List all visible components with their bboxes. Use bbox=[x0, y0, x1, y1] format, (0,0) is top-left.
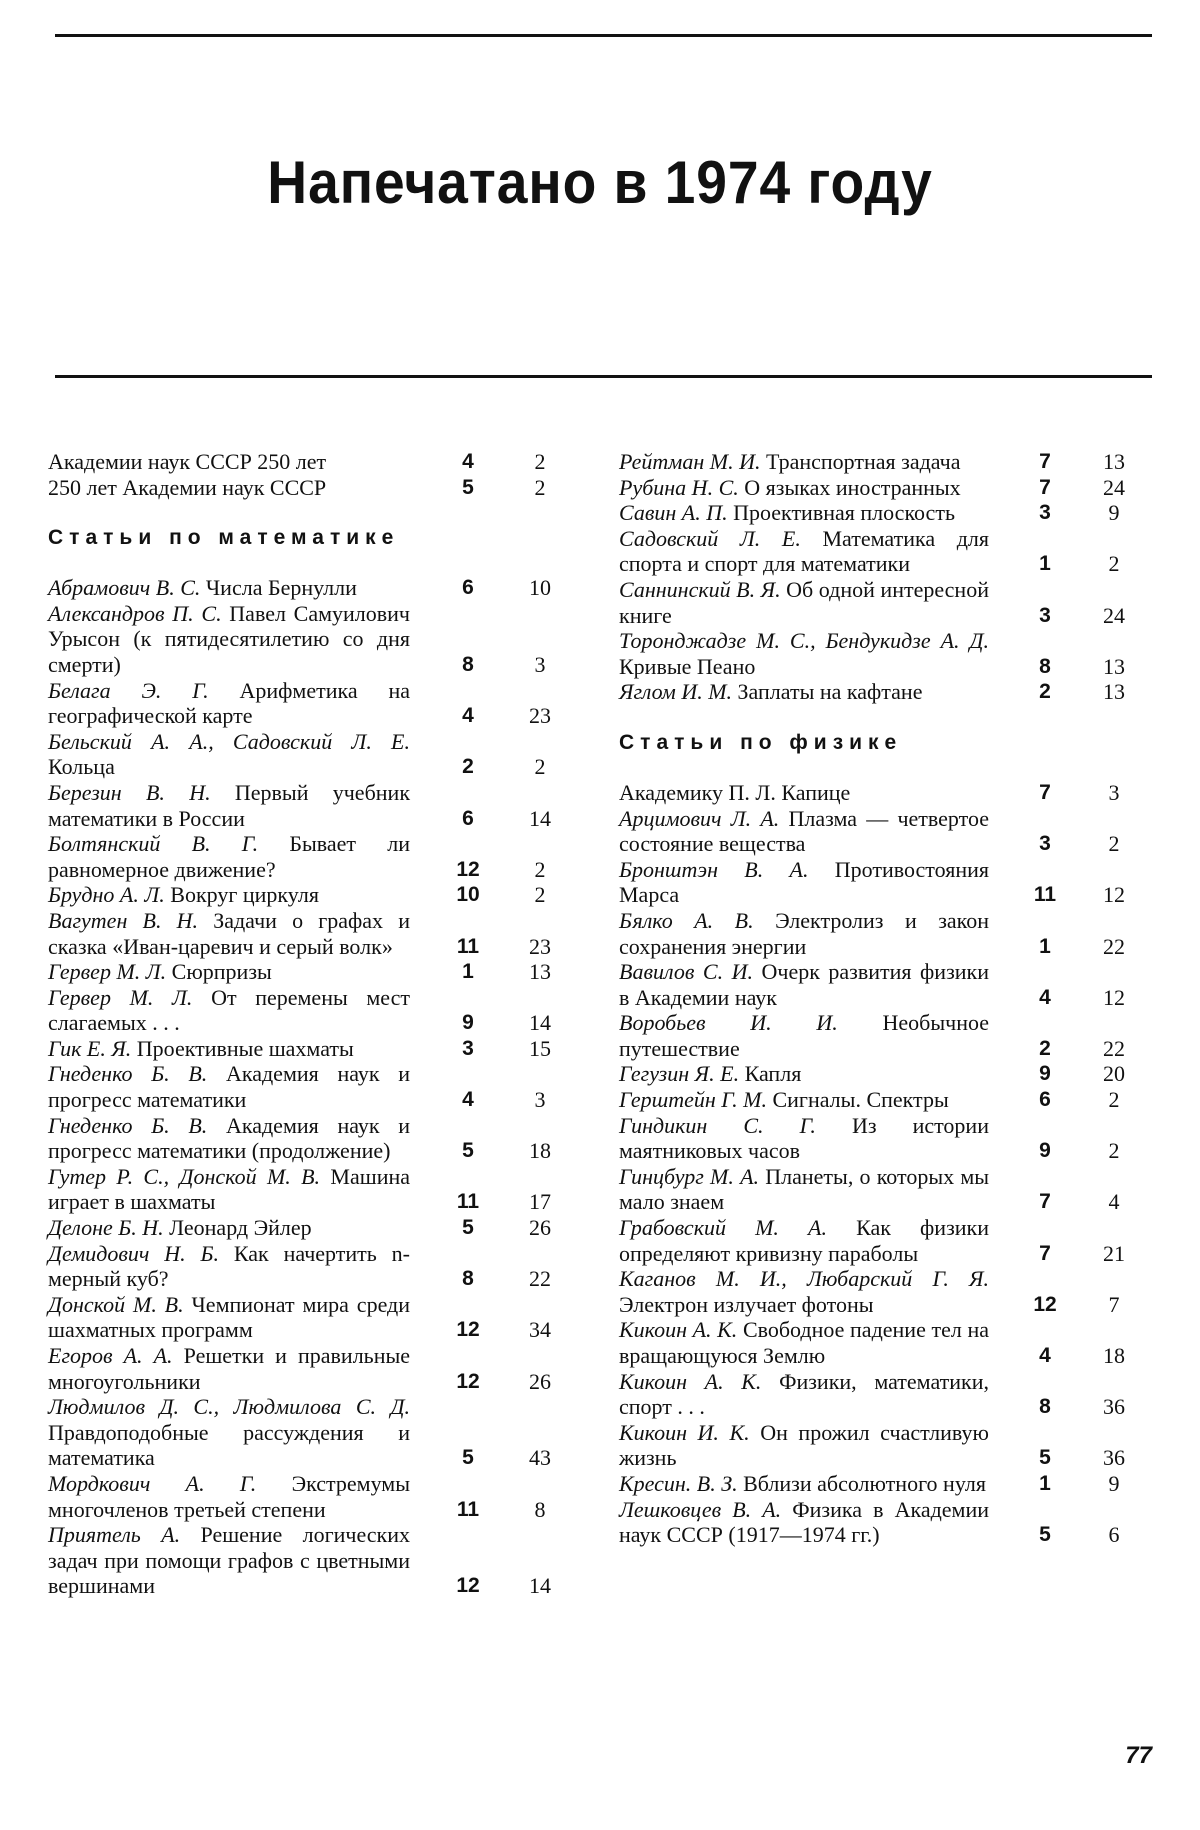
page-number: 77 bbox=[1125, 1742, 1152, 1769]
entry-page-number: 18 bbox=[529, 1138, 551, 1164]
entry-page-number: 13 bbox=[529, 959, 551, 985]
entry-text bbox=[48, 678, 410, 729]
index-entry bbox=[619, 1420, 1139, 1471]
entry-text bbox=[48, 575, 410, 601]
entry-page-number: 17 bbox=[529, 1189, 551, 1215]
entry-issue-number: 7 bbox=[1039, 1190, 1051, 1214]
entry-title: Решение логических задач при помощи графов с цветными вершинами bbox=[48, 1522, 410, 1599]
entry-title: Из истории маятниковых часов bbox=[619, 1112, 989, 1164]
entry-text bbox=[48, 1061, 410, 1112]
entry-page-number: 4 bbox=[1108, 1189, 1120, 1215]
entry-page-number: 2 bbox=[1108, 551, 1120, 577]
entry-author: Кресин. В. З. bbox=[619, 1470, 738, 1496]
entry-page-number: 6 bbox=[1108, 1522, 1120, 1548]
physics-heading: Статьи по физике bbox=[619, 730, 903, 754]
entry-text bbox=[619, 1497, 989, 1548]
math-list-left bbox=[48, 575, 560, 1599]
entry-page-number: 24 bbox=[1103, 474, 1125, 500]
entry-author: Гик Е. Я. bbox=[48, 1035, 132, 1061]
entry-title: Академику П. Л. Капице bbox=[619, 779, 851, 805]
index-entry bbox=[48, 831, 560, 882]
entry-text bbox=[48, 449, 410, 475]
index-entry bbox=[619, 475, 1139, 501]
index-entry bbox=[619, 806, 1139, 857]
entry-page-number: 23 bbox=[529, 933, 551, 959]
intro-list bbox=[48, 449, 560, 500]
entry-page-number: 2 bbox=[1108, 1138, 1120, 1164]
entry-title: Леонард Эйлер bbox=[169, 1215, 312, 1241]
entry-title: Числа Бернулли bbox=[205, 575, 357, 601]
entry-author: Гервер М. Л. bbox=[48, 959, 167, 985]
entry-issue-number: 4 bbox=[1039, 985, 1051, 1009]
entry-issue-number: 5 bbox=[462, 1139, 474, 1163]
entry-text bbox=[619, 959, 989, 1010]
index-entry bbox=[619, 1087, 1139, 1113]
entry-page-number: 14 bbox=[529, 1573, 551, 1599]
entry-author: Донской М. В. bbox=[48, 1291, 184, 1317]
index-entry bbox=[48, 959, 560, 985]
index-entry bbox=[619, 1369, 1139, 1420]
entry-issue-number: 11 bbox=[456, 1190, 480, 1214]
entry-text bbox=[48, 1241, 410, 1292]
entry-title: Проективная плоскость bbox=[733, 500, 955, 526]
entry-issue-number: 10 bbox=[456, 883, 480, 907]
entry-page-number: 18 bbox=[1103, 1343, 1125, 1368]
entry-title: Как физики определяют кривизну параболы bbox=[619, 1215, 989, 1266]
entry-title: Сюрпризы bbox=[171, 959, 272, 985]
entry-title: Математика для спорта и спорт для математики bbox=[619, 525, 990, 577]
index-entry bbox=[48, 1036, 560, 1062]
entry-title: Вблизи абсолютного нуля bbox=[743, 1470, 986, 1496]
entry-page-number: 36 bbox=[1103, 1394, 1125, 1420]
entry-issue-number: 8 bbox=[462, 652, 474, 676]
entry-page-number: 2 bbox=[1108, 831, 1120, 857]
entry-issue-number: 4 bbox=[462, 450, 474, 473]
entry-text bbox=[619, 449, 989, 475]
entry-issue-number: 12 bbox=[456, 857, 480, 881]
index-entry bbox=[48, 908, 560, 959]
entry-page-number: 3 bbox=[534, 651, 546, 677]
entry-title: Свободное падение тел на вращающуюся Землю bbox=[619, 1317, 990, 1368]
entry-issue-number: 11 bbox=[456, 1497, 480, 1521]
entry-author: Рубина Н. С. bbox=[619, 474, 739, 500]
entry-issue-number: 7 bbox=[1039, 475, 1051, 499]
entry-text bbox=[619, 500, 989, 526]
entry-issue-number: 5 bbox=[462, 1216, 474, 1240]
index-entry bbox=[48, 1061, 560, 1112]
entry-text bbox=[48, 831, 410, 882]
entry-text bbox=[48, 1522, 410, 1599]
entry-text bbox=[619, 679, 989, 705]
index-entry bbox=[619, 500, 1139, 526]
entry-page-number: 14 bbox=[529, 805, 551, 831]
entry-author: Гинцбург М. А. bbox=[619, 1163, 760, 1189]
entry-issue-number: 9 bbox=[1039, 1062, 1051, 1086]
entry-text bbox=[48, 475, 410, 501]
entry-text bbox=[619, 1266, 989, 1317]
entry-text bbox=[48, 601, 410, 678]
entry-issue-number: 1 bbox=[462, 960, 474, 984]
entry-issue-number: 2 bbox=[462, 755, 474, 779]
index-entry bbox=[619, 449, 1139, 475]
index-entry bbox=[48, 1292, 560, 1343]
entry-author: Бялко А. В. bbox=[619, 907, 754, 933]
entry-page-number: 12 bbox=[1103, 984, 1125, 1010]
entry-author: Белага Э. Г. bbox=[48, 677, 209, 703]
entry-text bbox=[619, 1369, 989, 1420]
entry-author: Кикоин А. К. bbox=[619, 1368, 762, 1394]
page-title: Напечатано в 1974 году bbox=[267, 149, 933, 216]
top-rule bbox=[55, 34, 1152, 37]
entry-page-number: 2 bbox=[534, 754, 546, 780]
entry-issue-number: 7 bbox=[1039, 450, 1051, 473]
entry-author: Мордкович А. Г. bbox=[48, 1470, 257, 1496]
entry-text bbox=[619, 908, 989, 959]
entry-title: Бывает ли равномерное движение? bbox=[48, 831, 410, 882]
math-heading: Статьи по математике bbox=[48, 526, 400, 550]
entry-page-number: 8 bbox=[534, 1496, 546, 1522]
entry-text bbox=[619, 577, 989, 628]
index-entry bbox=[48, 601, 560, 678]
index-entry bbox=[48, 729, 560, 780]
entry-text bbox=[619, 1471, 989, 1497]
entry-title: Арифметика на географической карте bbox=[48, 677, 410, 729]
entry-author: Гнеденко Б. В. bbox=[48, 1061, 208, 1087]
entry-text bbox=[48, 1343, 410, 1394]
entry-issue-number: 4 bbox=[462, 704, 474, 728]
index-entry bbox=[619, 1471, 1139, 1497]
entry-title: Об одной интересной книге bbox=[619, 576, 989, 628]
entry-issue-number: 6 bbox=[462, 576, 474, 600]
entry-author: Абрамович В. С. bbox=[48, 575, 201, 601]
entry-author: Бельский А. А., Садовский Л. Е. bbox=[48, 728, 410, 754]
index-entry bbox=[619, 577, 1139, 628]
index-entry bbox=[48, 1471, 560, 1522]
entry-title: Плазма — четвертое состояние вещества bbox=[619, 805, 989, 857]
entry-text bbox=[48, 729, 410, 780]
entry-author: Гиндикин С. Г. bbox=[619, 1112, 816, 1138]
entry-author: Арцимович Л. А. bbox=[619, 805, 780, 831]
entry-author: Воробьев И. И. bbox=[619, 1010, 838, 1036]
entry-title: Академия наук и прогресс математики (продолжение) bbox=[48, 1112, 411, 1164]
entry-page-number: 3 bbox=[534, 1087, 546, 1113]
entry-title: Очерк развития физики в Академии наук bbox=[619, 959, 990, 1010]
entry-title: Чемпионат мира среди шахматных программ bbox=[48, 1291, 411, 1343]
entry-issue-number: 9 bbox=[462, 1011, 474, 1035]
index-entry bbox=[619, 1317, 1139, 1368]
entry-page-number: 14 bbox=[529, 1010, 551, 1036]
entry-issue-number: 5 bbox=[1039, 1446, 1051, 1470]
entry-author: Каганов М. И., Любарский Г. Я. bbox=[619, 1266, 989, 1292]
entry-title: Электрон излучает фотоны bbox=[619, 1291, 874, 1317]
entry-issue-number: 6 bbox=[462, 806, 474, 830]
entry-author: Кикоин И. К. bbox=[619, 1419, 750, 1445]
entry-text bbox=[48, 985, 410, 1036]
entry-issue-number: 11 bbox=[1033, 883, 1057, 907]
entry-author: Савин А. П. bbox=[619, 500, 728, 526]
entry-issue-number: 8 bbox=[1039, 654, 1051, 678]
index-entry bbox=[619, 1215, 1139, 1266]
entry-author: Брудно А. Л. bbox=[48, 882, 165, 908]
math-list-right bbox=[619, 449, 1139, 705]
entry-title: Капля bbox=[744, 1061, 802, 1087]
entry-text bbox=[48, 908, 410, 959]
index-entry bbox=[48, 1215, 560, 1241]
entry-text bbox=[619, 1087, 989, 1113]
entry-page-number: 26 bbox=[529, 1368, 551, 1394]
entry-text bbox=[619, 1113, 989, 1164]
entry-text bbox=[619, 1010, 989, 1061]
entry-author: Грабовский М. А. bbox=[619, 1215, 827, 1241]
entry-issue-number: 3 bbox=[1039, 603, 1051, 627]
entry-author: Александров П. С. bbox=[48, 600, 222, 626]
index-entry bbox=[48, 985, 560, 1036]
entry-title: Академии наук СССР 250 лет bbox=[48, 449, 327, 474]
entry-title: Кривые Пеано bbox=[619, 653, 756, 679]
entry-author: Кикоин А. К. bbox=[619, 1317, 738, 1343]
entry-title: Электролиз и закон сохранения энергии bbox=[619, 907, 990, 959]
entry-issue-number: 1 bbox=[1039, 552, 1051, 576]
index-entry bbox=[619, 1164, 1139, 1215]
entry-title: Задачи о графах и сказка «Иван-царевич и серый волк» bbox=[48, 907, 410, 959]
entry-text bbox=[48, 1113, 410, 1164]
entry-author: Вавилов С. И. bbox=[619, 959, 753, 985]
index-entry bbox=[619, 1061, 1139, 1087]
index-entry bbox=[48, 882, 560, 908]
entry-title: Он прожил счастливую жизнь bbox=[619, 1419, 989, 1471]
index-entry bbox=[619, 908, 1139, 959]
index-entry bbox=[48, 1241, 560, 1292]
entry-issue-number: 9 bbox=[1039, 1139, 1051, 1163]
physics-list bbox=[619, 780, 1139, 1548]
index-entry bbox=[48, 678, 560, 729]
entry-issue-number: 7 bbox=[1039, 780, 1051, 804]
entry-author: Торонджадзе М. С., Бендукидзе А. Д. bbox=[619, 628, 989, 654]
right-column bbox=[619, 449, 1139, 1548]
entry-issue-number: 6 bbox=[1039, 1088, 1051, 1112]
entry-text bbox=[48, 959, 410, 985]
entry-title: Заплаты на кафтане bbox=[737, 679, 923, 705]
entry-page-number: 21 bbox=[1103, 1240, 1125, 1266]
entry-text bbox=[619, 857, 989, 908]
entry-author: Рейтман М. И. bbox=[619, 449, 761, 474]
entry-page-number: 9 bbox=[1108, 1470, 1120, 1496]
entry-issue-number: 12 bbox=[1033, 1292, 1057, 1316]
entry-page-number: 13 bbox=[1103, 679, 1125, 705]
index-entry bbox=[48, 449, 560, 475]
entry-text bbox=[619, 475, 989, 501]
entry-title: Физика в Академии наук СССР (1917—1974 гг.) bbox=[619, 1496, 990, 1548]
entry-author: Садовский Л. Е. bbox=[619, 525, 801, 551]
entry-author: Егоров А. А. bbox=[48, 1343, 173, 1368]
index-entry bbox=[619, 1010, 1139, 1061]
entry-text bbox=[619, 1317, 989, 1368]
entry-author: Гервер М. Л. bbox=[48, 984, 193, 1010]
bottom-rule bbox=[55, 375, 1152, 378]
entry-issue-number: 1 bbox=[1039, 934, 1051, 958]
entry-author: Гутер Р. С., Донской М. В. bbox=[48, 1163, 321, 1189]
entry-page-number: 9 bbox=[1108, 500, 1120, 526]
entry-page-number: 13 bbox=[1103, 449, 1125, 474]
index-entry bbox=[48, 1522, 560, 1599]
index-entry bbox=[48, 475, 560, 501]
entry-author: Лешковцев В. А. bbox=[619, 1496, 782, 1522]
index-entry bbox=[619, 1266, 1139, 1317]
entry-author: Приятель А. bbox=[48, 1522, 181, 1548]
entry-text bbox=[48, 1036, 410, 1062]
index-entry bbox=[48, 1394, 560, 1471]
entry-page-number: 23 bbox=[529, 703, 551, 729]
entry-issue-number: 1 bbox=[1039, 1471, 1051, 1495]
entry-title: Академия наук и прогресс математики bbox=[48, 1061, 411, 1113]
entry-title: Транспортная задача bbox=[765, 449, 961, 474]
entry-issue-number: 4 bbox=[462, 1088, 474, 1112]
entry-title: Необычное путешествие bbox=[619, 1010, 989, 1061]
entry-issue-number: 3 bbox=[1039, 501, 1051, 525]
index-entry bbox=[619, 526, 1139, 577]
entry-text bbox=[619, 780, 989, 806]
entry-author: Делоне Б. Н. bbox=[48, 1215, 164, 1241]
entry-page-number: 3 bbox=[1108, 779, 1120, 805]
entry-issue-number: 5 bbox=[1039, 1523, 1051, 1547]
entry-issue-number: 8 bbox=[462, 1267, 474, 1291]
index-entry bbox=[48, 575, 560, 601]
entry-text bbox=[619, 1420, 989, 1471]
index-entry bbox=[48, 1164, 560, 1215]
entry-text bbox=[48, 1471, 410, 1522]
entry-author: Вагутен В. Н. bbox=[48, 907, 199, 933]
entry-text bbox=[619, 1061, 989, 1087]
entry-page-number: 22 bbox=[529, 1266, 551, 1292]
entry-title: 250 лет Академии наук СССР bbox=[48, 474, 327, 500]
entry-page-number: 34 bbox=[529, 1317, 551, 1343]
entry-text bbox=[48, 1292, 410, 1343]
entry-title: Планеты, о которых мы мало знаем bbox=[619, 1163, 990, 1215]
entry-title: Правдоподобные рассуждения и математика bbox=[48, 1419, 410, 1471]
entry-page-number: 10 bbox=[529, 575, 551, 601]
entry-page-number: 2 bbox=[534, 449, 546, 474]
index-entry bbox=[619, 1113, 1139, 1164]
entry-text bbox=[619, 806, 989, 857]
left-column bbox=[48, 449, 560, 1599]
index-entry bbox=[619, 959, 1139, 1010]
entry-page-number: 26 bbox=[529, 1215, 551, 1241]
entry-author: Герштейн Г. М. bbox=[619, 1087, 767, 1113]
entry-title: Решетки и правильные многоугольники bbox=[48, 1343, 411, 1394]
entry-title: О языках иностранных bbox=[744, 474, 961, 500]
entry-title: Павел Самуилович Урысон (к пятидесятилетию со дня смерти) bbox=[48, 600, 410, 677]
entry-page-number: 2 bbox=[534, 882, 546, 908]
entry-text bbox=[48, 780, 410, 831]
entry-text bbox=[48, 1394, 410, 1471]
entry-title: Противостояния Марса bbox=[619, 856, 989, 908]
entry-issue-number: 12 bbox=[456, 1318, 480, 1342]
index-entry bbox=[48, 1113, 560, 1164]
entry-page-number: 12 bbox=[1103, 882, 1125, 908]
entry-text bbox=[619, 628, 989, 679]
entry-issue-number: 5 bbox=[462, 475, 474, 499]
entry-title: Экстремумы многочленов третьей степени bbox=[48, 1470, 410, 1522]
entry-issue-number: 11 bbox=[456, 934, 480, 958]
index-entry bbox=[619, 780, 1139, 806]
entry-issue-number: 12 bbox=[456, 1369, 480, 1393]
entry-page-number: 22 bbox=[1103, 933, 1125, 959]
entry-title: Первый учебник математики в России bbox=[48, 779, 411, 831]
entry-title: Сигналы. Спектры bbox=[772, 1087, 949, 1113]
entry-author: Березин В. Н. bbox=[48, 779, 211, 805]
entry-title: Как начертить n-мерный куб? bbox=[48, 1240, 410, 1292]
entry-page-number: 20 bbox=[1103, 1061, 1125, 1087]
entry-title: Машина играет в шахматы bbox=[48, 1163, 410, 1215]
entry-title: Проективные шахматы bbox=[136, 1035, 354, 1061]
entry-page-number: 22 bbox=[1103, 1035, 1125, 1061]
entry-page-number: 43 bbox=[529, 1445, 551, 1471]
index-entry bbox=[48, 1343, 560, 1394]
entry-issue-number: 3 bbox=[1039, 832, 1051, 856]
entry-title: Вокруг циркуля bbox=[170, 882, 319, 908]
index-entry bbox=[619, 857, 1139, 908]
entry-text bbox=[619, 1215, 989, 1266]
entry-issue-number: 8 bbox=[1039, 1395, 1051, 1419]
entry-issue-number: 12 bbox=[456, 1574, 480, 1598]
entry-page-number: 15 bbox=[529, 1035, 551, 1061]
entry-page-number: 13 bbox=[1103, 653, 1125, 679]
entry-issue-number: 3 bbox=[462, 1036, 474, 1060]
entry-issue-number: 5 bbox=[462, 1446, 474, 1470]
entry-author: Гнеденко Б. В. bbox=[48, 1112, 208, 1138]
entry-page-number: 2 bbox=[534, 856, 546, 882]
entry-text bbox=[48, 1164, 410, 1215]
index-entry bbox=[619, 628, 1139, 679]
entry-author: Яглом И. М. bbox=[619, 679, 733, 705]
entry-author: Саннинский В. Я. bbox=[619, 576, 781, 602]
entry-author: Болтянский В. Г. bbox=[48, 831, 259, 857]
entry-title: Физики, математики, спорт . . . bbox=[619, 1368, 989, 1420]
entry-page-number: 24 bbox=[1103, 602, 1125, 628]
entry-title: Кольца bbox=[48, 754, 115, 780]
entry-issue-number: 2 bbox=[1039, 1036, 1051, 1060]
entry-author: Бронштэн В. А. bbox=[619, 856, 809, 882]
entry-text bbox=[48, 882, 410, 908]
entry-page-number: 2 bbox=[534, 474, 546, 500]
entry-author: Демидович Н. Б. bbox=[48, 1240, 220, 1266]
index-entry bbox=[619, 679, 1139, 705]
entry-author: Гегузин Я. Е. bbox=[619, 1061, 740, 1087]
entry-issue-number: 7 bbox=[1039, 1241, 1051, 1265]
entry-text bbox=[48, 1215, 410, 1241]
entry-text bbox=[619, 1164, 989, 1215]
entry-page-number: 2 bbox=[1108, 1087, 1120, 1113]
entry-author: Людмилов Д. С., Людмилова С. Д. bbox=[48, 1394, 410, 1420]
entry-text bbox=[619, 526, 989, 577]
entry-page-number: 36 bbox=[1103, 1445, 1125, 1471]
entry-issue-number: 4 bbox=[1039, 1344, 1051, 1367]
index-entry bbox=[619, 1497, 1139, 1548]
entry-issue-number: 2 bbox=[1039, 680, 1051, 704]
index-entry bbox=[48, 780, 560, 831]
entry-title: От перемены мест слагаемых . . . bbox=[48, 984, 410, 1036]
entry-page-number: 7 bbox=[1108, 1291, 1120, 1317]
